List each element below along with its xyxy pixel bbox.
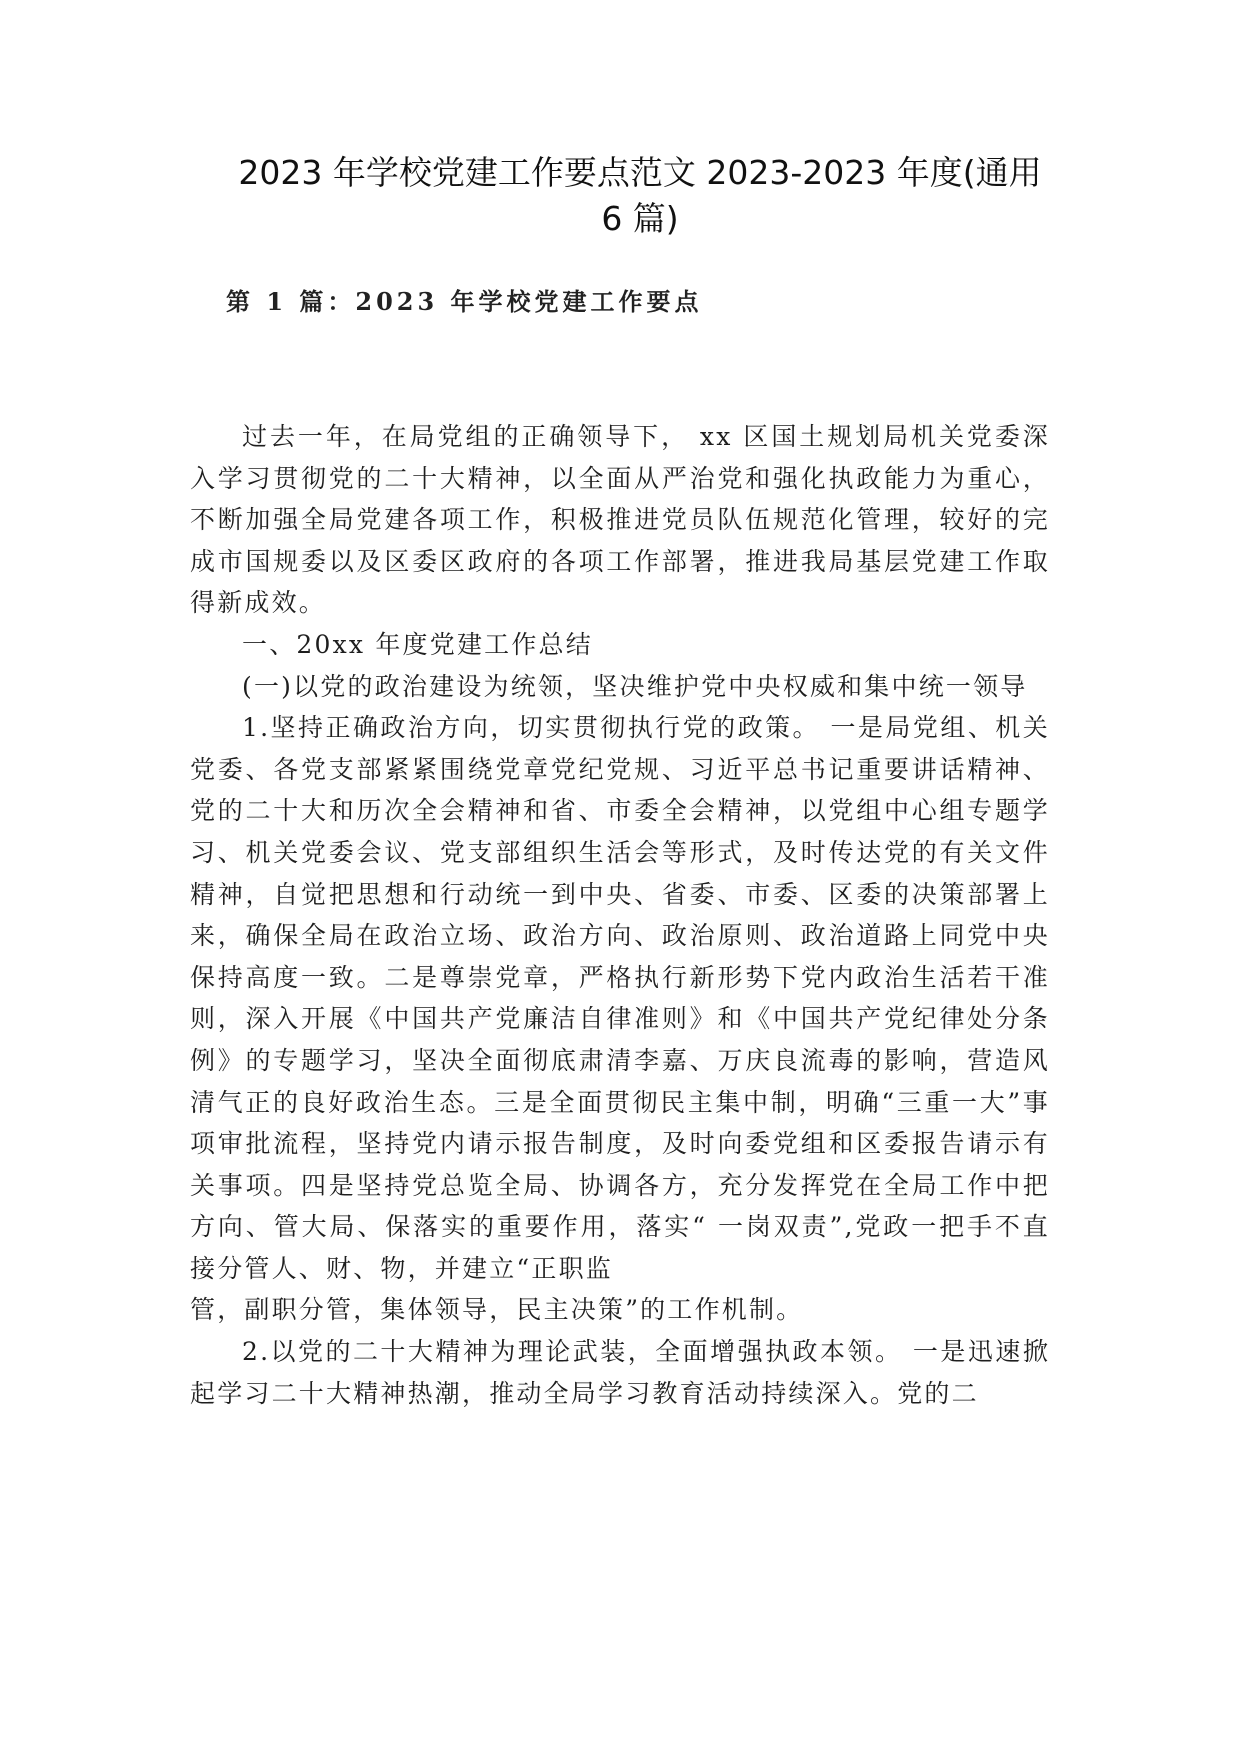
subsection-heading: (一)以党的政治建设为统领，坚决维护党中央权威和集中统一领导 xyxy=(242,671,1028,701)
document-title: 2023 年学校党建工作要点范文 2023-2023 年度(通用 6 篇) xyxy=(238,153,1042,238)
intro-paragraph: 过去一年，在局党组的正确领导下， xx 区国土规划局机关党委深入学习贯彻党的二十大精神，以全面从严治党和强化执政能力为重心，不断加强全局党建各项工作，积极推进党员队伍规范化管理，较好的完成市国规委以及区委区政府的各项工作部署，推进我局基层党建工作取得新成效。 xyxy=(190,422,1050,618)
article-body xyxy=(190,416,1050,1414)
body-paragraph-continued: 管，副职分管，集体领导，民主决策”的工作机制。 xyxy=(190,1295,804,1325)
article-subtitle: 第 1 篇：2023 年学校党建工作要点 xyxy=(226,287,703,316)
section-heading: 一、20xx 年度党建工作总结 xyxy=(242,629,593,659)
body-paragraph-1: 1.坚持正确政治方向，切实贯彻执行党的政策。 一是局党组、机关党委、各党支部紧紧围绕党章党纪党规、习近平总书记重要讲话精神、党的二十大和历次全会精神和省、市委全会精神，以党组中心组专题学习、机关党委会议、党支部组织生活会等形式，及时传达党的有关文件精神，自觉把思想和行动统一到中央、省委、市委、区委的决策部署上来，确保全局在政治立场、政治方向、政治原则、政治道路上同党中央保持高度一致。二是尊崇党章，严格执行新形势下党内政治生活若干准则，深入开展《中国共产党廉洁自律准则》和《中国共产党纪律处分条例》的专题学习，坚决全面彻底肃清李嘉、万庆良流毒的影响，营造风清气正的良好政治生态。三是全面贯彻民主集中制，明确“三重一大”事项审批流程，坚持党内请示报告制度，及时向委党组和区委报告请示有关事项。四是坚持党总览全局、协调各方，充分发挥党在全局工作中把方向、管大局、保落实的重要作用，落实“ 一岗双责”,党政一把手不直接分管人、财、物，并建立“正职监 xyxy=(190,713,1050,1283)
body-paragraph-2: 2.以党的二十大精神为理论武装，全面增强执政本领。 一是迅速掀起学习二十大精神热潮，推动全局学习教育活动持续深入。党的二 xyxy=(190,1337,1050,1408)
